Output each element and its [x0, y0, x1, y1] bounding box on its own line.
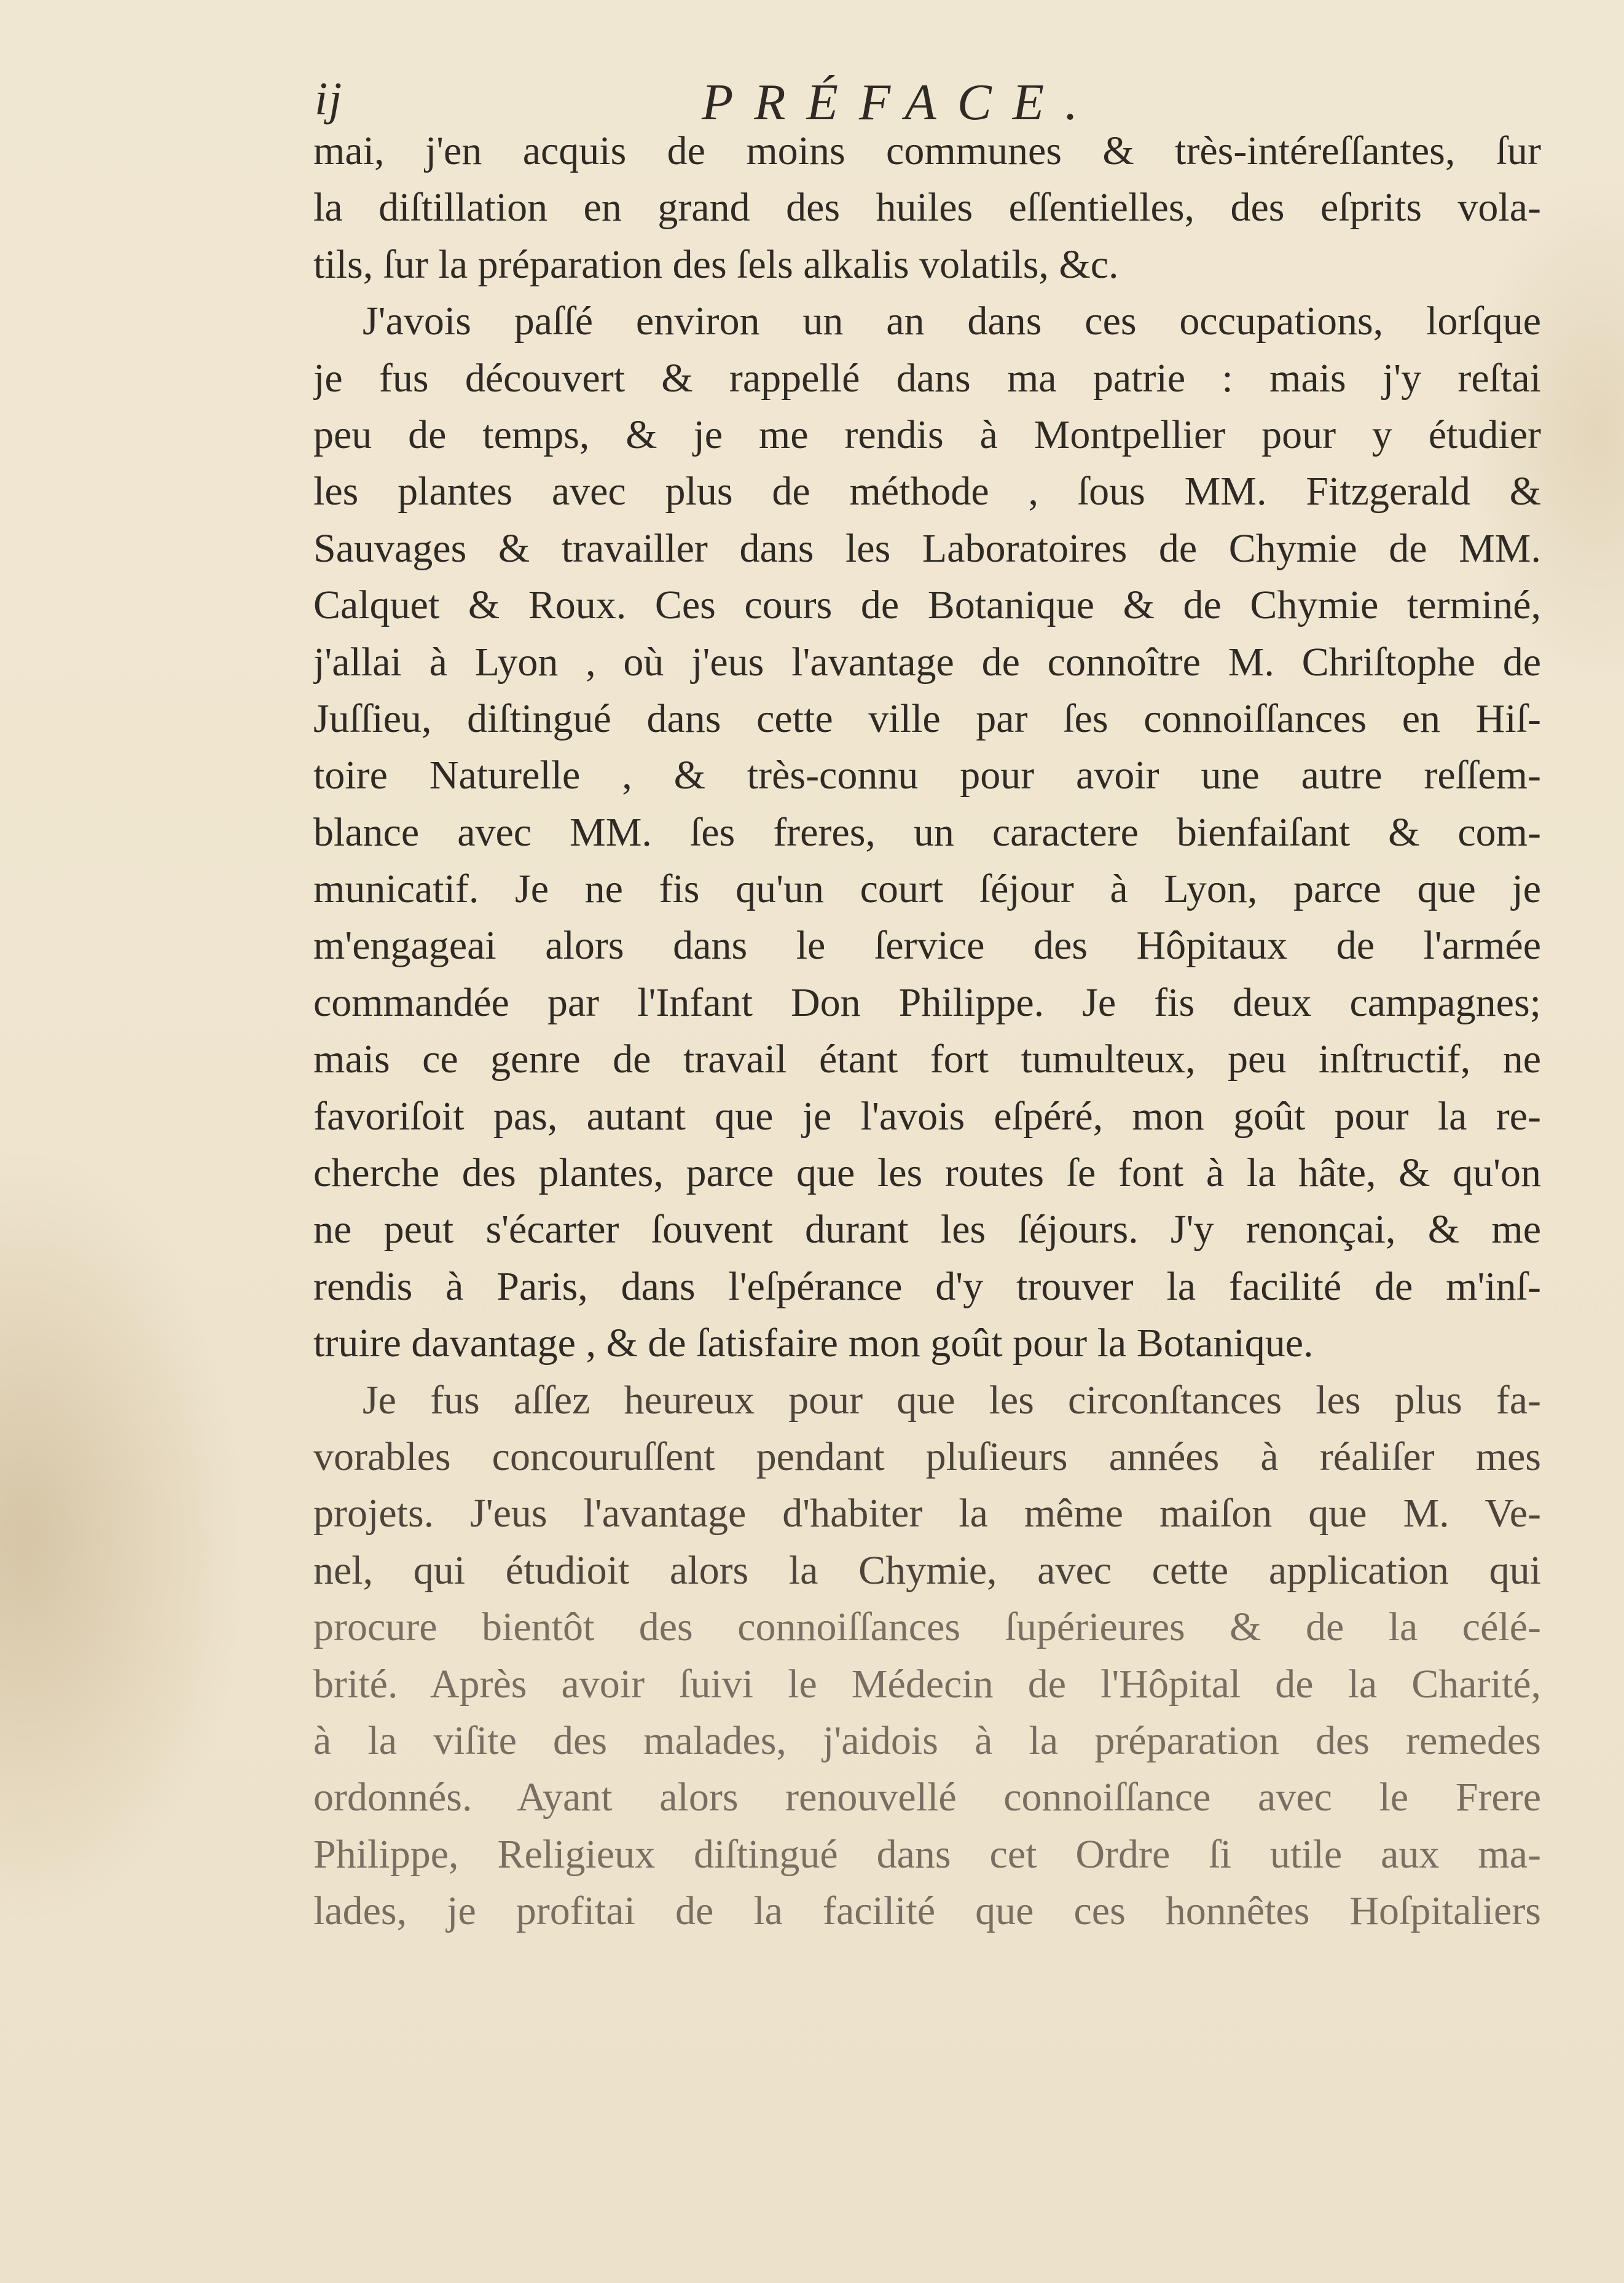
text-line: Je fus aſſez heureux pour que les circonſtances les plus fa-	[363, 1377, 1541, 1423]
text-line: procure bientôt des connoiſſances ſupérieures & de la célé-	[313, 1605, 1541, 1650]
text-line: rendis à Paris, dans l'eſpérance d'y trouver la facilité de m'inſ-	[313, 1263, 1541, 1309]
text-line: nel, qui étudioit alors la Chymie, avec cette application qui	[313, 1547, 1541, 1593]
text-line: Philippe, Religieux diſtingué dans cet Ordre ſi utile aux ma-	[313, 1831, 1541, 1877]
text-line: m'engageai alors dans le ſervice des Hôpitaux de l'armée	[313, 923, 1541, 969]
text-line: Sauvages & travailler dans les Laboratoires de Chymie de MM.	[313, 525, 1541, 571]
text-line: mai, j'en acquis de moins communes & très-intéreſſantes, ſur	[313, 128, 1541, 173]
text-line: favoriſoit pas, autant que je l'avois eſpéré, mon goût pour la re-	[313, 1093, 1541, 1139]
text-line: ordonnés. Ayant alors renouvellé connoiſſance avec le Frere	[313, 1775, 1541, 1820]
text-line: je fus découvert & rappellé dans ma patrie : mais j'y reſtai	[313, 355, 1541, 401]
text-line: j'allai à Lyon , où j'eus l'avantage de connoître M. Chriſtophe de	[313, 639, 1541, 685]
text-line: lades, je profitai de la facilité que ces honnêtes Hoſpitaliers	[313, 1888, 1541, 1934]
text-line: toire Naturelle , & très-connu pour avoir une autre reſſem-	[313, 753, 1541, 798]
text-line: blance avec MM. ſes freres, un caractere bienfaiſant & com-	[313, 809, 1541, 855]
running-title: PRÉFACE.	[702, 74, 1099, 131]
text-line: Juſſieu, diſtingué dans cette ville par ſes connoiſſances en Hiſ-	[313, 696, 1541, 741]
text-line: ne peut s'écarter ſouvent durant les ſéjours. J'y renonçai, & me	[313, 1207, 1541, 1252]
text-line: mais ce genre de travail étant fort tumulteux, peu inſtructif, ne	[313, 1037, 1541, 1082]
text-line: à la viſite des malades, j'aidois à la préparation des remedes	[313, 1718, 1541, 1763]
text-line: peu de temps, & je me rendis à Montpellier pour y étudier	[313, 412, 1541, 457]
text-line: cherche des plantes, parce que les routes ſe font à la hâte, & qu'on	[313, 1150, 1541, 1196]
text-line: Calquet & Roux. Ces cours de Botanique & de Chymie terminé,	[313, 583, 1541, 628]
text-line: vorables concouruſſent pendant pluſieurs années à réaliſer mes	[313, 1434, 1541, 1479]
text-line: commandée par l'Infant Don Philippe. Je fis deux campagnes;	[313, 980, 1541, 1025]
text-line: J'avois paſſé environ un an dans ces occupations, lorſque	[363, 299, 1541, 344]
page-header	[315, 73, 1544, 131]
text-line: les plantes avec plus de méthode , ſous MM. Fitzgerald &	[313, 469, 1541, 514]
text-line: municatif. Je ne fis qu'un court ſéjour à Lyon, parce que je	[313, 866, 1541, 912]
body-text	[313, 123, 1541, 1940]
text-line: truire davantage , & de ſatisfaire mon goût pour la Botanique.	[313, 1321, 1314, 1366]
text-line: tils, ſur la préparation des ſels alkalis volatils, &c.	[313, 242, 1119, 287]
text-line: brité. Après avoir ſuivi le Médecin de l'Hôpital de la Charité,	[313, 1661, 1541, 1707]
text-line: la diſtillation en grand des huiles eſſentielles, des eſprits vola-	[313, 185, 1541, 230]
text-line: projets. J'eus l'avantage d'habiter la même maiſon que M. Ve-	[313, 1491, 1541, 1536]
folio-number: ij	[315, 73, 343, 125]
